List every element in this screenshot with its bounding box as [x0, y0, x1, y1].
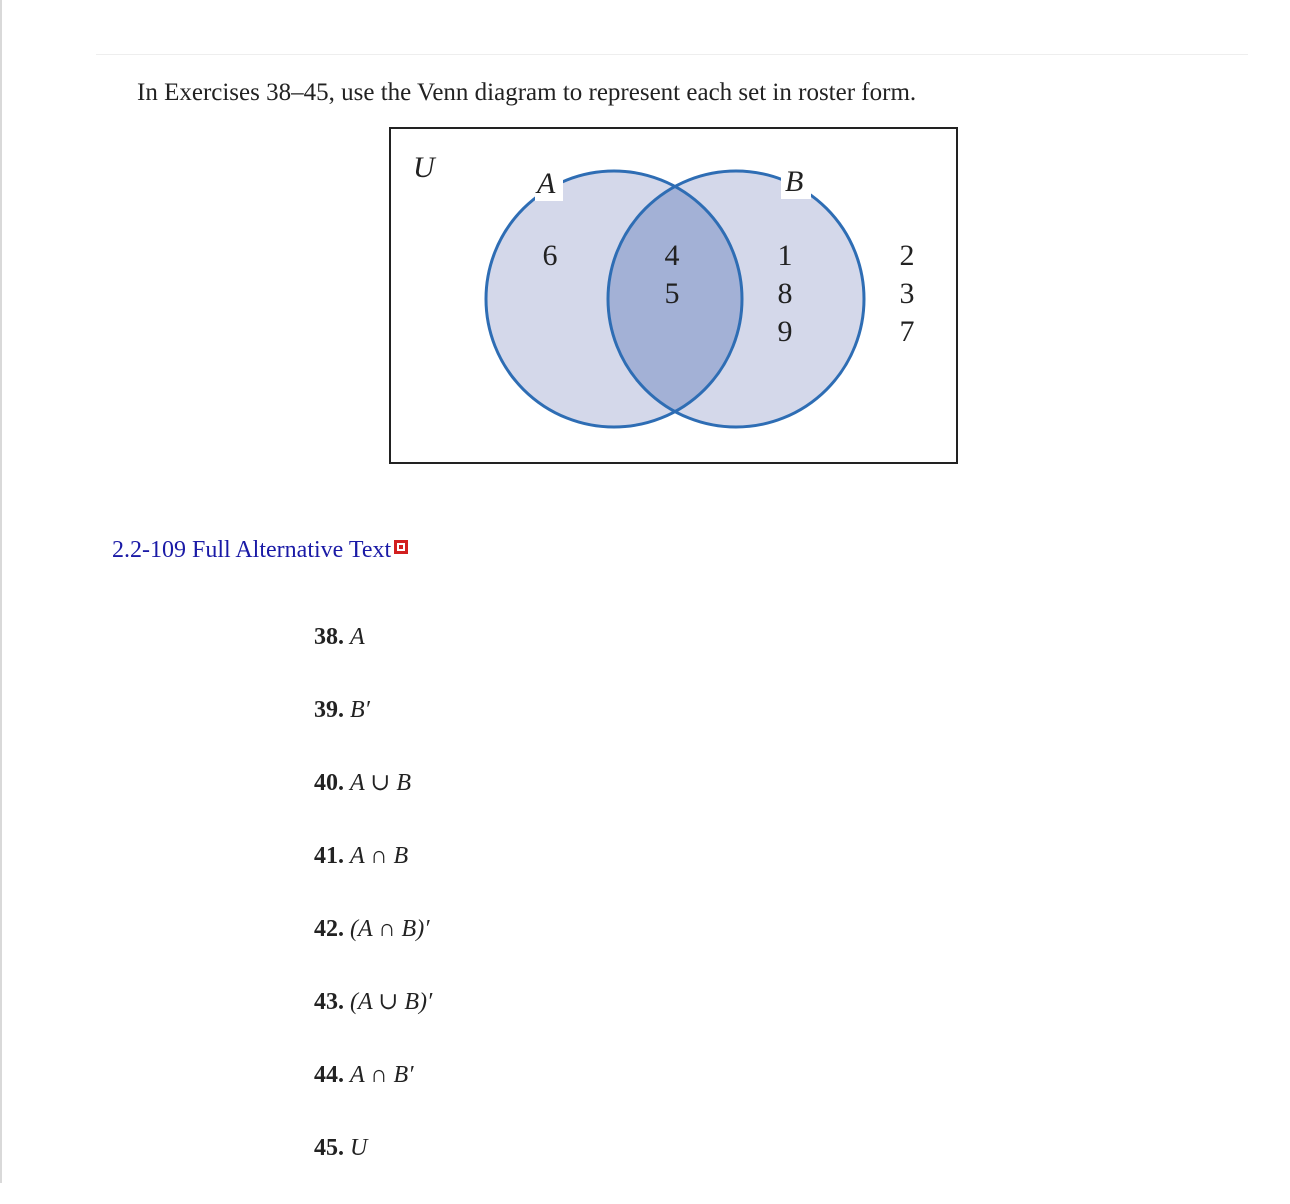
exercise-number: 38.	[314, 624, 344, 650]
exercise-list	[314, 620, 432, 1204]
exercise-expression: U	[350, 1135, 368, 1161]
exercise-43	[314, 985, 432, 1058]
element-8: 8	[777, 277, 793, 310]
exercise-expression: (A ∪ B)′	[350, 989, 433, 1015]
alt-text-link-label: 2.2-109 Full Alternative Text	[112, 537, 392, 563]
exercise-instructions: In Exercises 38–45, use the Venn diagram to represent each set in roster form.	[137, 79, 917, 106]
exercise-45	[314, 1131, 432, 1204]
exercise-expression: A	[350, 624, 365, 650]
exercise-number: 43.	[314, 989, 344, 1015]
set-a-label: A	[537, 167, 556, 200]
exercise-number: 42.	[314, 916, 344, 942]
exercise-38	[314, 620, 432, 693]
exercise-41	[314, 839, 432, 912]
exercise-expression: A ∩ B	[350, 843, 409, 869]
exercise-number: 45.	[314, 1135, 344, 1161]
set-b-label: B	[785, 165, 804, 198]
exercise-39	[314, 693, 432, 766]
exercise-42	[314, 912, 432, 985]
element-2: 2	[899, 239, 915, 272]
element-7: 7	[899, 315, 915, 348]
exercise-expression: (A ∩ B)′	[350, 916, 430, 942]
region-outside	[900, 239, 915, 348]
element-3: 3	[899, 277, 915, 310]
region-only-a	[543, 239, 558, 272]
element-1: 1	[777, 239, 793, 272]
element-9: 9	[777, 315, 793, 348]
exercise-44	[314, 1058, 432, 1131]
region-only-b	[778, 239, 793, 348]
element-6: 6	[542, 239, 558, 272]
element-5: 5	[664, 277, 680, 310]
external-window-icon	[393, 539, 409, 555]
exercise-40	[314, 766, 432, 839]
top-divider	[96, 54, 1248, 55]
exercise-expression: A ∩ B′	[350, 1062, 414, 1088]
exercise-number: 40.	[314, 770, 344, 796]
exercise-number: 39.	[314, 697, 344, 723]
page-left-border	[0, 0, 2, 1183]
full-alternative-text-link[interactable]	[112, 537, 409, 564]
exercise-number: 44.	[314, 1062, 344, 1088]
exercise-expression: A ∪ B	[350, 770, 411, 796]
element-4: 4	[664, 239, 680, 272]
venn-diagram	[389, 127, 959, 465]
exercise-number: 41.	[314, 843, 344, 869]
universe-label: U	[413, 151, 435, 184]
exercise-expression: B′	[350, 697, 370, 723]
